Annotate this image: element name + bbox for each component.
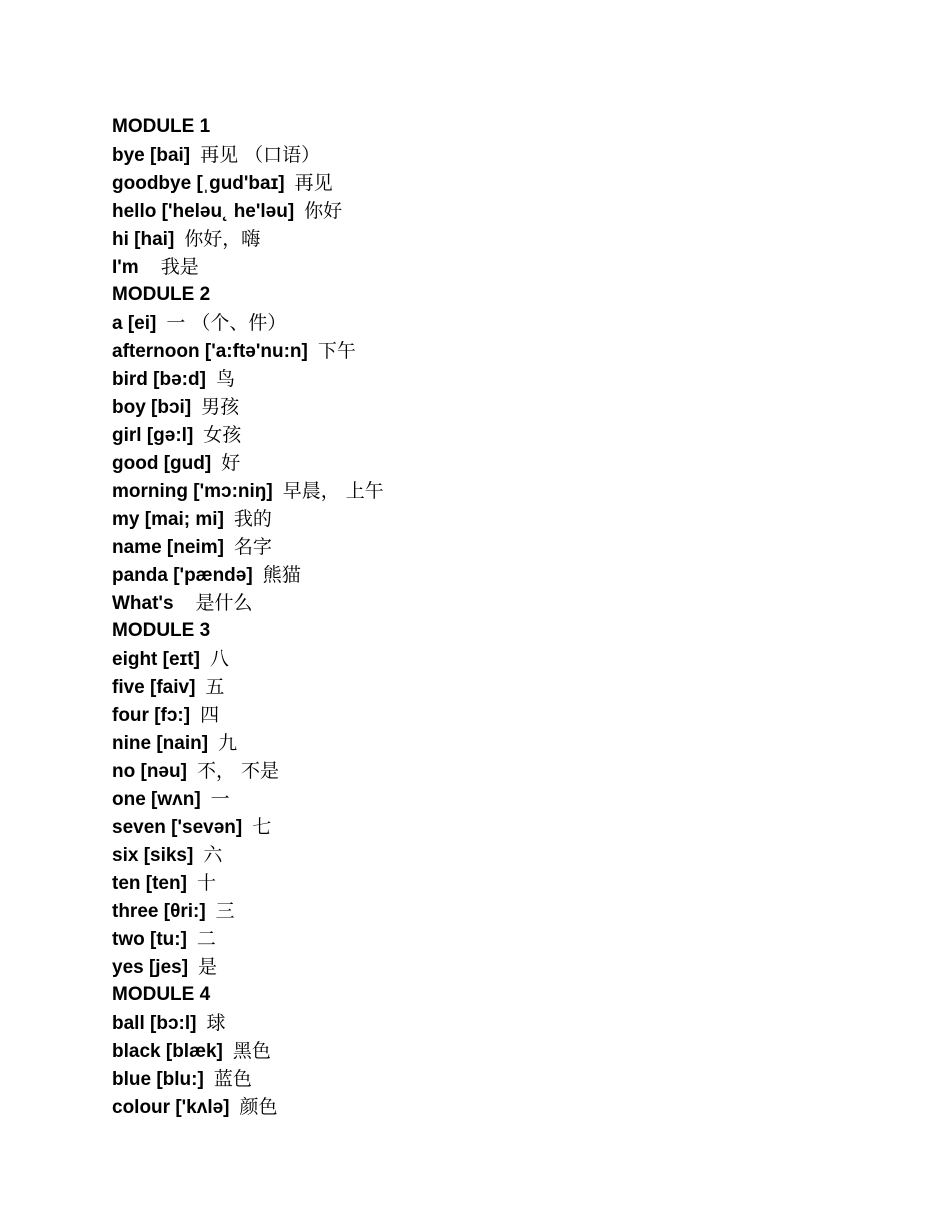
vocab-meaning: 五: [205, 676, 225, 698]
vocab-entry: [112, 253, 384, 281]
vocab-word: bye [bai]: [112, 145, 191, 166]
vocab-meaning: 早晨， 上午: [282, 480, 384, 502]
vocab-word: six [siks]: [112, 845, 194, 866]
vocab-word: seven ['sevən]: [112, 817, 243, 838]
vocab-meaning: 鸟: [215, 368, 235, 390]
vocab-word: one [wʌn]: [112, 789, 201, 810]
vocab-entry: [112, 1009, 384, 1037]
module-section: [112, 281, 384, 617]
vocab-meaning: 再见 （口语）: [200, 144, 321, 166]
vocab-entry: [112, 589, 384, 617]
vocab-word: afternoon ['a:ftə'nu:n]: [112, 341, 308, 362]
vocab-meaning: 我是: [160, 256, 199, 278]
vocab-entry: [112, 421, 384, 449]
vocab-meaning: 再见: [294, 172, 333, 194]
vocab-meaning: 名字: [233, 536, 272, 558]
vocab-entry: [112, 1065, 384, 1093]
vocab-entry: [112, 337, 384, 365]
vocab-meaning: 七: [252, 816, 272, 838]
vocab-word: my [mai; mi]: [112, 509, 224, 530]
vocab-word: yes [jes]: [112, 957, 189, 978]
vocab-word: hello ['heləu˛ he'ləu]: [112, 201, 295, 222]
vocab-meaning: 不， 不是: [196, 760, 279, 782]
vocab-word: four [fɔ:]: [112, 705, 191, 726]
vocab-entry: [112, 225, 384, 253]
vocab-meaning: 十: [196, 872, 216, 894]
vocab-word: I'm: [112, 257, 139, 278]
vocab-entry: [112, 673, 384, 701]
vocab-entry: [112, 757, 384, 785]
vocab-word: blue [blu:]: [112, 1069, 204, 1090]
vocab-entry: [112, 869, 384, 897]
vocab-meaning: 一: [210, 788, 230, 810]
vocab-entry: [112, 449, 384, 477]
vocab-entry: [112, 505, 384, 533]
vocab-word: good [gud]: [112, 453, 212, 474]
vocab-entry: [112, 701, 384, 729]
module-section: [112, 617, 384, 981]
vocab-word: morning ['mɔ:niŋ]: [112, 481, 273, 502]
vocab-word: name [neim]: [112, 537, 224, 558]
vocab-meaning: 是什么: [195, 592, 253, 614]
vocab-word: panda ['pændə]: [112, 565, 253, 586]
vocab-word: colour ['kʌlə]: [112, 1097, 230, 1118]
vocab-entry: [112, 477, 384, 505]
vocab-word: goodbye [ˌgud'baɪ]: [112, 173, 285, 194]
vocab-entry: [112, 561, 384, 589]
vocab-word: ten [ten]: [112, 873, 187, 894]
vocab-word: five [faiv]: [112, 677, 196, 698]
module-title: MODULE 3: [112, 620, 211, 641]
vocab-meaning: 男孩: [201, 396, 240, 418]
vocab-meaning: 我的: [233, 508, 272, 530]
vocab-meaning: 球: [206, 1012, 226, 1034]
vocab-meaning: 一 （个、件）: [166, 312, 287, 334]
vocab-entry: [112, 1093, 384, 1121]
module-title: MODULE 1: [112, 116, 211, 137]
vocab-meaning: 你好，嗨: [184, 228, 261, 250]
vocab-entry: [112, 393, 384, 421]
vocab-word: girl [gə:l]: [112, 425, 194, 446]
vocab-meaning: 八: [209, 648, 229, 670]
vocab-word: no [nəu]: [112, 761, 187, 782]
vocab-word: hi [hai]: [112, 229, 175, 250]
vocab-meaning: 颜色: [239, 1096, 278, 1118]
vocab-meaning: 蓝色: [213, 1068, 252, 1090]
vocab-word: nine [nain]: [112, 733, 209, 754]
vocab-word: ball [bɔ:l]: [112, 1013, 197, 1034]
vocab-meaning: 熊猫: [262, 564, 301, 586]
module-section: [112, 981, 384, 1121]
vocab-entry: [112, 785, 384, 813]
vocab-word: bird [bə:d]: [112, 369, 206, 390]
vocab-entry: [112, 729, 384, 757]
vocab-entry: [112, 925, 384, 953]
vocab-entry: [112, 309, 384, 337]
vocab-word: What's: [112, 593, 174, 614]
vocab-word: boy [bɔi]: [112, 397, 192, 418]
vocab-word: eight [eɪt]: [112, 649, 200, 670]
vocab-entry: [112, 141, 384, 169]
vocab-meaning: 四: [200, 704, 220, 726]
vocab-word: black [blæk]: [112, 1041, 223, 1062]
vocab-entry: [112, 897, 384, 925]
vocab-word: three [θri:]: [112, 901, 206, 922]
vocab-meaning: 好: [221, 452, 241, 474]
vocab-entry: [112, 1037, 384, 1065]
vocab-entry: [112, 533, 384, 561]
vocab-entry: [112, 953, 384, 981]
vocab-meaning: 三: [215, 900, 235, 922]
vocab-word: a [ei]: [112, 313, 157, 334]
vocab-meaning: 女孩: [203, 424, 242, 446]
vocab-entry: [112, 645, 384, 673]
vocab-meaning: 六: [203, 844, 223, 866]
vocab-entry: [112, 813, 384, 841]
vocab-meaning: 下午: [317, 340, 356, 362]
vocab-entry: [112, 169, 384, 197]
vocab-entry: [112, 365, 384, 393]
vocab-meaning: 二: [196, 928, 216, 950]
module-title: MODULE 4: [112, 984, 211, 1005]
vocab-word: two [tu:]: [112, 929, 187, 950]
vocab-meaning: 你好: [304, 200, 343, 222]
vocab-meaning: 九: [218, 732, 238, 754]
vocab-entry: [112, 197, 384, 225]
module-title: MODULE 2: [112, 284, 211, 305]
vocab-meaning: 是: [198, 956, 218, 978]
vocabulary-page: [112, 113, 384, 1121]
vocab-entry: [112, 841, 384, 869]
vocab-meaning: 黑色: [232, 1040, 271, 1062]
module-section: [112, 113, 384, 281]
